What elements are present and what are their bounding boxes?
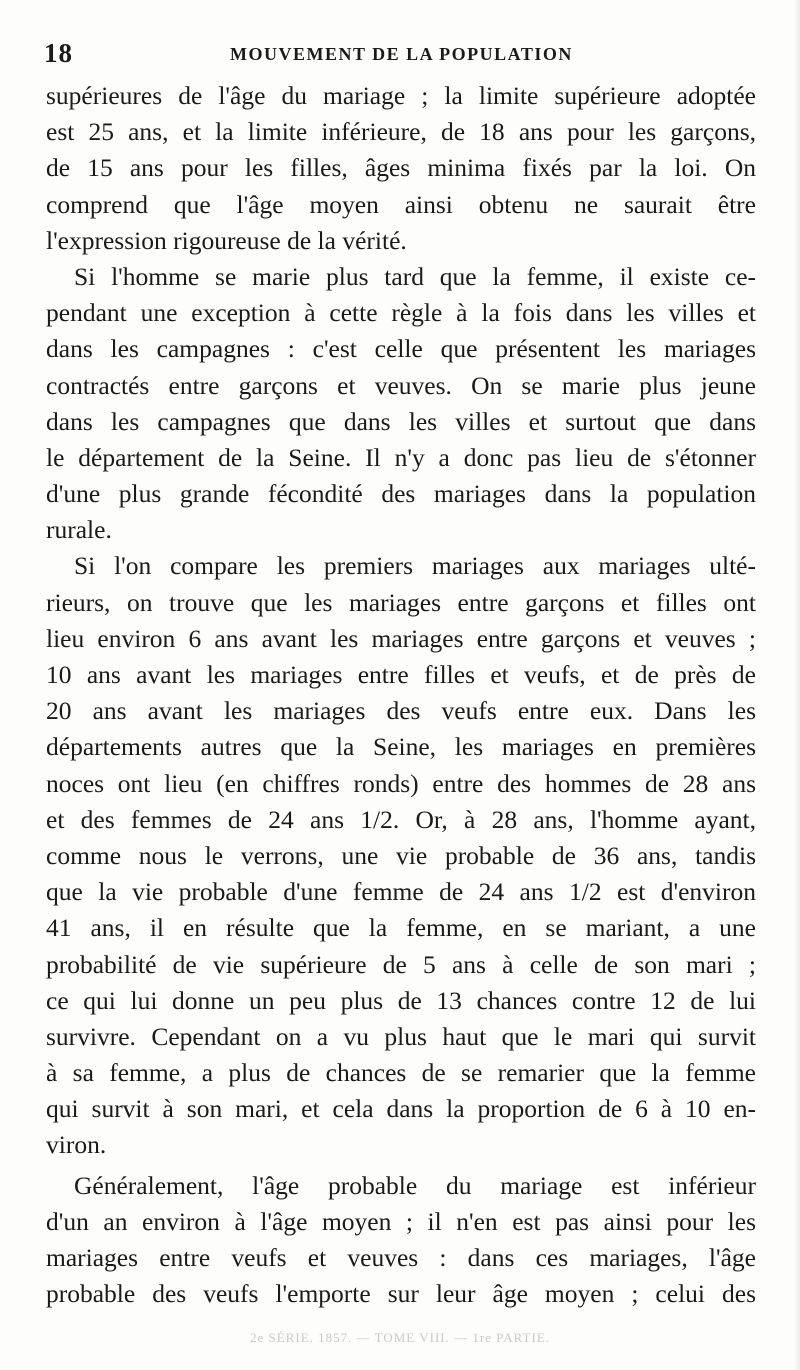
text-line: noces ont lieu (en chiffres ronds) entre des hommes de 28 ans (46, 768, 756, 798)
text-line: Généralement, l'âge probable du mariage est inférieur (74, 1170, 756, 1200)
paragraph (46, 259, 756, 549)
text-line: contractés entre garçons et veuves. On se marie plus jeune (46, 370, 756, 400)
text-line: l'expression rigoureuse de la vérité. (46, 225, 407, 255)
text-line: et des femmes de 24 ans 1/2. Or, à 28 ans, l'homme ayant, (46, 804, 756, 834)
text-line: 20 ans avant les mariages des veufs entre eux. Dans les (46, 696, 756, 726)
page-header (44, 38, 764, 72)
text-line: ce qui lui donne un peu plus de 13 chances contre 12 de lui (46, 985, 756, 1015)
text-line: survivre. Cependant on a vu plus haut que le mari qui survit (46, 1021, 756, 1051)
text-line: dans les campagnes que dans les villes et surtout que dans (46, 406, 756, 436)
text-line: rieurs, on trouve que les mariages entre garçons et filles ont (46, 587, 756, 617)
text-line: probabilité de vie supérieure de 5 ans à celle de son mari ; (46, 949, 756, 979)
text-line: comprend que l'âge moyen ainsi obtenu ne saurait être (46, 189, 756, 219)
text-line: est 25 ans, et la limite inférieure, de 18 ans pour les garçons, (46, 117, 756, 147)
text-line: viron. (46, 1130, 107, 1160)
text-line: pendant une exception à cette règle à la fois dans les villes et (46, 298, 756, 328)
text-line: qui survit à son mari, et cela dans la proportion de 6 à 10 en- (46, 1094, 756, 1124)
text-line: de 15 ans pour les filles, âges minima fixés par la loi. On (46, 153, 756, 183)
body-text (46, 78, 756, 1312)
text-line: Si l'on compare les premiers mariages aux mariages ulté- (74, 551, 756, 581)
text-line: 10 ans avant les mariages entre filles et veufs, et de près de (46, 660, 756, 689)
signature-mark: 2e SÉRIE. 1857. — TOME VIII. — 1re PARTIE. (250, 1330, 551, 1345)
paragraph (46, 1168, 756, 1313)
text-line: dans les campagnes : c'est celle que présentent les mariages (46, 334, 756, 364)
paragraph (46, 78, 756, 259)
text-line: à sa femme, a plus de chances de se remarier que la femme (46, 1058, 756, 1088)
page-edge-shadow (794, 0, 800, 1370)
running-head: MOUVEMENT DE LA POPULATION (230, 44, 573, 64)
text-line: rurale. (46, 515, 112, 545)
text-line: mariages entre veufs et veuves : dans ces mariages, l'âge (46, 1243, 756, 1272)
text-line: le département de la Seine. Il n'y a donc pas lieu de s'étonner (46, 442, 756, 472)
page-number: 18 (44, 38, 73, 68)
text-line: supérieures de l'âge du mariage ; la limite supérieure adoptée (46, 81, 756, 110)
text-line: lieu environ 6 ans avant les mariages entre garçons et veuves ; (46, 623, 756, 653)
text-line: Si l'homme se marie plus tard que la femme, il existe ce- (74, 261, 756, 291)
text-line: probable des veufs l'emporte sur leur âge moyen ; celui des (46, 1279, 756, 1309)
text-line: départements autres que la Seine, les mariages en premières (46, 732, 756, 762)
text-line: que la vie probable d'une femme de 24 ans 1/2 est d'environ (46, 877, 756, 907)
text-line: comme nous le verrons, une vie probable de 36 ans, tandis (46, 840, 756, 870)
text-line: d'un an environ à l'âge moyen ; il n'en est pas ainsi pour les (46, 1206, 756, 1236)
text-line: d'une plus grande fécondité des mariages dans la population (46, 479, 756, 509)
text-line: 41 ans, il en résulte que la femme, en se mariant, a une (46, 913, 756, 943)
paragraph (46, 548, 756, 1163)
